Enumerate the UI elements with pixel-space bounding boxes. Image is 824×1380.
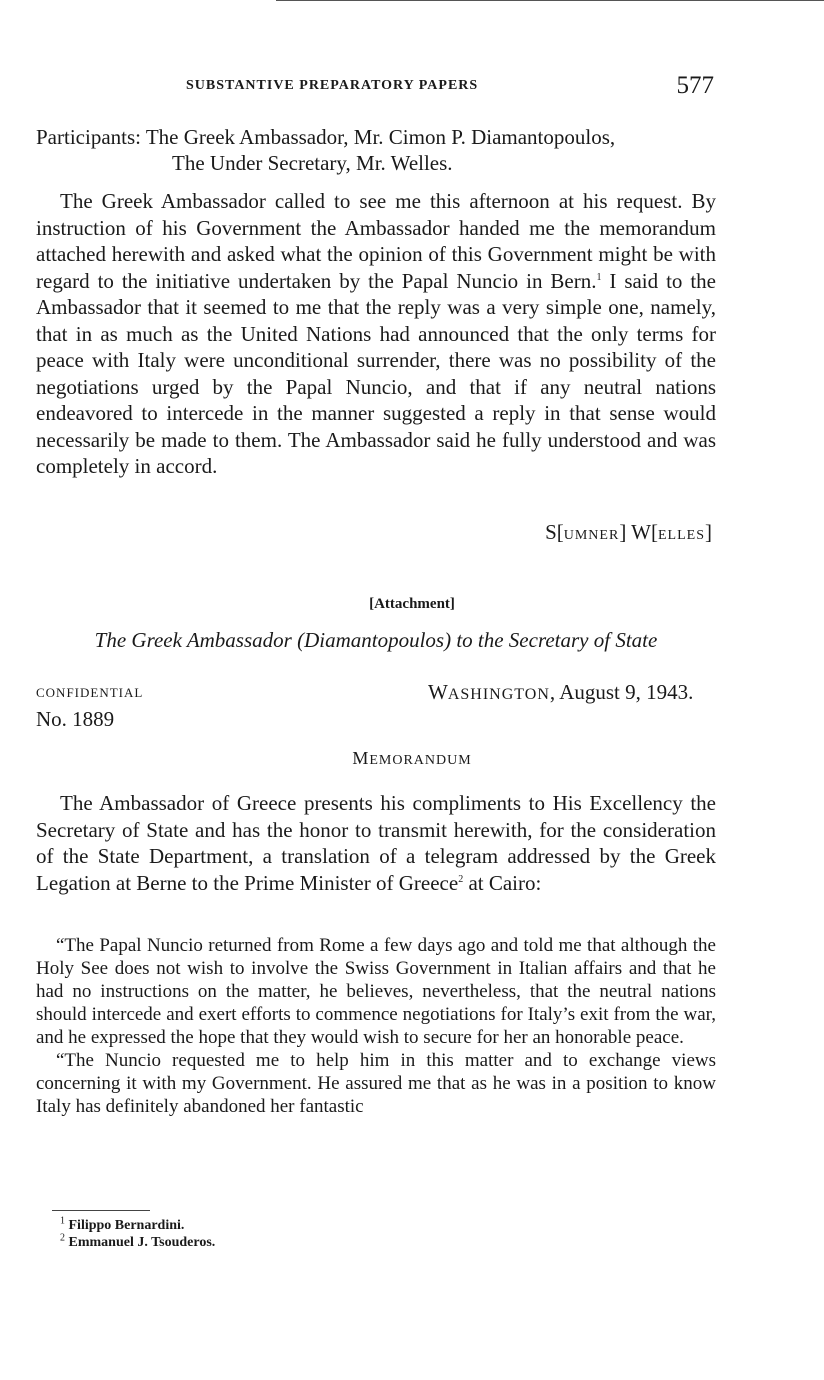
para1-text-a: The Greek Ambassador called to see me this afternoon at his request. By instruction of his Government the Ambassador handed me the memorandum attached herewith and asked what the opinion of this Government might be with regard to the initiative undertaken by the Papal Nuncio in Bern. [36,189,716,293]
telegram-quote [36,934,716,1118]
footnote-rule [52,1210,150,1211]
document-headline: The Greek Ambassador (Diamantopoulos) to the Secretary of State [94,628,658,652]
para1-text-b: I said to the Ambassador that it seemed to me that the reply was a very simple one, namely, that in as much as the United Nations had announced that the only terms for peace with Italy were unconditional surrender, there was no possibility of the negotiations urged by the Papal Nuncio, and that if any neutral nations endeavored to intercede in the manner suggested a reply in that sense would necessarily be made to them. The Ambassador said he fully understood and was completely in accord. [36,268,717,478]
top-rule [276,0,824,1]
footnote-ref-1: 1 [596,271,602,283]
footnote-1: $^1$ Filippo Bernardini. [60,1215,185,1233]
footnotes [60,1217,215,1251]
memo-paragraph-2 [36,790,716,896]
page-number: 577 [676,72,714,99]
page-header [36,72,714,112]
participants-line-1: Participants: The Greek Ambassador, Mr. Cimon P. Diamantopoulos, [36,125,616,149]
document-number: No. 1889 [36,707,115,731]
footnote-ref-2: 2 [458,873,464,885]
quote-paragraph-2: “The Nuncio requested me to help him in this matter and to exchange views concerning it with my Government. He assured me that as he was in a position to know Italy has definitely abandoned her fantastic [36,1050,716,1117]
attachment-label: [Attachment] [369,596,455,612]
dateline: WASHINGTON, August 9, 1943. [428,680,694,704]
quote-paragraph-1: “The Papal Nuncio returned from Rome a few days ago and told me that although the Holy See does not wish to involve the Swiss Government in Italian affairs and that he had no instructions on the matter, he believes, nevertheless, that the neutral nations should intercede and exert efforts to commence negotiations for Italy’s exit from the war, and he expressed the hope that they would wish to secure for her an honorable peace. [36,935,716,1048]
memorandum-title: MEMORANDUM [352,748,472,768]
document-meta-left [36,680,143,732]
participants-block [36,124,716,176]
para2-text-a: The Ambassador of Greece presents his compliments to His Excellency the Secretary of State and has the honor to transmit herewith, for the consideration of the State Department, a translation of a telegram addressed by the Greek Legation at Berne to the Prime Minister of Greece [36,791,716,895]
running-title: SUBSTANTIVE PREPARATORY PAPERS [186,78,479,93]
signature: S[UMNER] W[ELLES] [545,520,712,544]
memo-paragraph-1 [36,188,716,480]
para2-text-b: at Cairo: [463,870,542,895]
classification: CONFIDENTIAL [36,685,144,700]
participants-line-2: The Under Secretary, Mr. Welles. [172,151,453,175]
footnote-2: $^2$ Emmanuel J. Tsouderos. [60,1232,216,1250]
